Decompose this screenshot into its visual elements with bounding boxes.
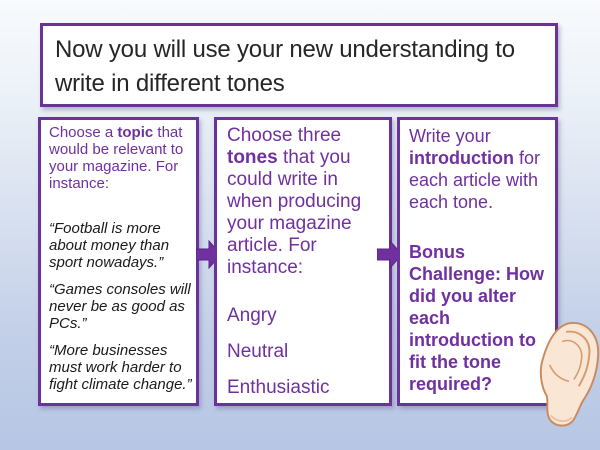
tones-instruction-post: that you could write in when producing your magazine article. For instance: (227, 147, 362, 278)
example-quote: “Football is more about money than sport nowadays.” (49, 220, 170, 271)
topic-instruction-pre: Choose a (49, 124, 118, 141)
topic-instruction (41, 120, 196, 192)
introduction-instruction (400, 120, 555, 213)
slide-title: Now you will use your new understanding to write in different tones (55, 36, 515, 97)
tones-box (214, 117, 392, 406)
introduction-instruction-pre: Write your (409, 126, 491, 146)
tones-instruction-bold: tones (227, 147, 278, 168)
example-quote: “Games consoles will never be as good as PCs.” (49, 281, 191, 332)
topic-instruction-bold: topic (117, 124, 154, 141)
introduction-box (397, 117, 558, 406)
tone-item: Angry (227, 305, 277, 326)
topic-box (38, 117, 199, 406)
title-box (40, 23, 558, 107)
bonus-challenge: Bonus Challenge: How did you alter each introduction to fit the tone required? (409, 242, 545, 394)
topic-instruction-post: that would be relevant to your magazine. For instance: (49, 124, 184, 192)
tone-item: Enthusiastic (227, 377, 330, 398)
introduction-instruction-bold: introduction (409, 148, 514, 168)
tone-item: Neutral (227, 341, 289, 362)
tones-instruction (217, 120, 389, 279)
example-quote: “More businesses must work harder to fight climate change.” (49, 342, 192, 393)
introduction-instruction-post: for each article with each tone. (409, 148, 540, 212)
tones-instruction-pre: Choose three (227, 125, 342, 146)
ear-icon (537, 318, 600, 434)
